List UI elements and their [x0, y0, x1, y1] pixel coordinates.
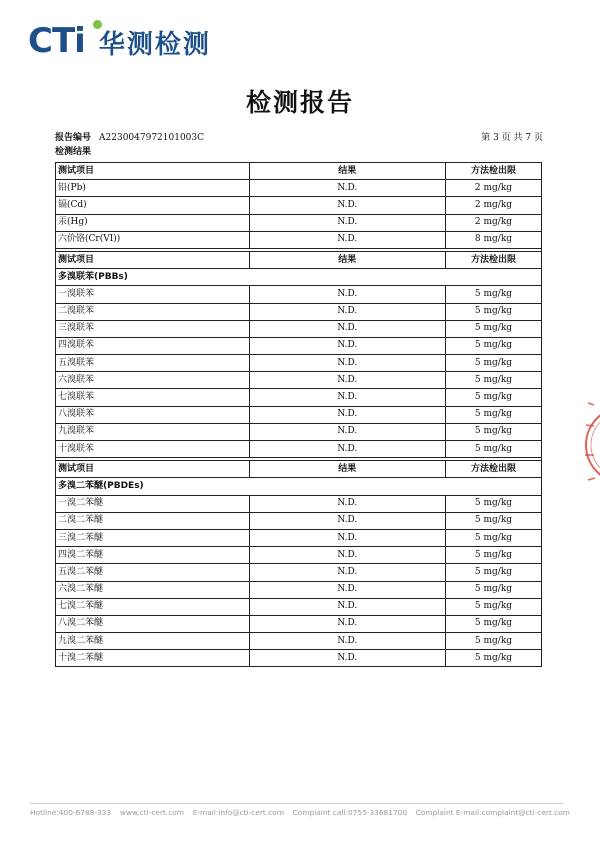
- test-item-cell: 十溴二苯醚: [56, 650, 250, 667]
- result-cell: N.D.: [249, 512, 445, 529]
- test-item-cell: 二溴联苯: [56, 303, 250, 320]
- result-cell: N.D.: [249, 633, 445, 650]
- detection-limit-cell: 5 mg/kg: [445, 423, 541, 440]
- result-cell: N.D.: [249, 231, 445, 248]
- test-item-cell: 六溴联苯: [56, 372, 250, 389]
- header-test-item: 测试项目: [56, 251, 250, 268]
- test-item-cell: 十溴联苯: [56, 441, 250, 458]
- footer-website: www.cti-cert.com: [119, 808, 185, 817]
- result-cell: N.D.: [249, 197, 445, 214]
- table-row: [56, 495, 542, 512]
- result-cell: N.D.: [249, 650, 445, 667]
- header-test-item: 测试项目: [56, 461, 250, 478]
- table-row: [56, 547, 542, 564]
- test-item-cell: 四溴联苯: [56, 337, 250, 354]
- test-item-cell: 六价铬(Cr(VI)): [56, 231, 250, 248]
- detection-limit-cell: 5 mg/kg: [445, 598, 541, 615]
- logo-brand: CTi: [28, 21, 85, 61]
- result-cell: N.D.: [249, 495, 445, 512]
- result-cell: N.D.: [249, 180, 445, 197]
- test-item-cell: 九溴联苯: [56, 423, 250, 440]
- report-number-label: 报告编号: [55, 132, 92, 143]
- detection-limit-cell: 5 mg/kg: [445, 581, 541, 598]
- header-detection-limit: 方法检出限: [445, 461, 541, 478]
- group-label: 多溴二苯醚(PBDEs): [56, 478, 542, 495]
- table-row: [56, 564, 542, 581]
- logo-chinese-name: 华测检测: [98, 30, 211, 60]
- table-row: [56, 286, 542, 303]
- section-title: 检测结果: [55, 146, 92, 157]
- group-label: 多溴联苯(PBBs): [56, 269, 542, 286]
- test-item-cell: 五溴二苯醚: [56, 564, 250, 581]
- test-item-cell: 一溴二苯醚: [56, 495, 250, 512]
- detection-limit-cell: 5 mg/kg: [445, 495, 541, 512]
- detection-limit-cell: 5 mg/kg: [445, 337, 541, 354]
- test-item-cell: 铅(Pb): [56, 180, 250, 197]
- result-cell: N.D.: [249, 441, 445, 458]
- result-cell: N.D.: [249, 372, 445, 389]
- group-row: [56, 478, 542, 495]
- test-item-cell: 七溴联苯: [56, 389, 250, 406]
- detection-limit-cell: 2 mg/kg: [445, 197, 541, 214]
- footer-complaint-email: Complaint E-mail:complaint@cti-cert.com: [415, 808, 570, 817]
- result-cell: N.D.: [249, 598, 445, 615]
- detection-limit-cell: 2 mg/kg: [445, 214, 541, 231]
- report-number-value: A2230047972101003C: [99, 132, 205, 143]
- detection-limit-cell: 5 mg/kg: [445, 529, 541, 546]
- test-item-cell: 四溴二苯醚: [56, 547, 250, 564]
- result-cell: N.D.: [249, 337, 445, 354]
- test-item-cell: 六溴二苯醚: [56, 581, 250, 598]
- test-item-cell: 八溴联苯: [56, 406, 250, 423]
- result-cell: N.D.: [249, 355, 445, 372]
- result-cell: N.D.: [249, 303, 445, 320]
- company-logo: [28, 21, 211, 61]
- test-item-cell: 八溴二苯醚: [56, 615, 250, 632]
- table-header-row: [56, 461, 542, 478]
- table-row: [56, 423, 542, 440]
- result-cell: N.D.: [249, 389, 445, 406]
- footer-email: E-mail:info@cti-cert.com: [192, 808, 284, 817]
- result-cell: N.D.: [249, 581, 445, 598]
- result-cell: N.D.: [249, 214, 445, 231]
- report-meta: [55, 129, 543, 157]
- table-row: [56, 650, 542, 667]
- detection-limit-cell: 5 mg/kg: [445, 512, 541, 529]
- result-cell: N.D.: [249, 423, 445, 440]
- detection-limit-cell: 5 mg/kg: [445, 615, 541, 632]
- detection-limit-cell: 5 mg/kg: [445, 303, 541, 320]
- table-row: [56, 231, 542, 248]
- table-row: [56, 197, 542, 214]
- detection-limit-cell: 5 mg/kg: [445, 406, 541, 423]
- table-row: [56, 633, 542, 650]
- test-item-cell: 汞(Hg): [56, 214, 250, 231]
- table-row: [56, 529, 542, 546]
- detection-limit-cell: 8 mg/kg: [445, 231, 541, 248]
- footer: [30, 808, 570, 817]
- detection-limit-cell: 5 mg/kg: [445, 286, 541, 303]
- detection-limit-cell: 5 mg/kg: [445, 633, 541, 650]
- table-row: [56, 598, 542, 615]
- detection-limit-cell: 5 mg/kg: [445, 355, 541, 372]
- page-indicator: 第 3 页 共 7 页: [481, 132, 543, 143]
- detection-limit-cell: 5 mg/kg: [445, 389, 541, 406]
- table-header-row: [56, 251, 542, 268]
- results-table: [55, 162, 542, 667]
- detection-limit-cell: 2 mg/kg: [445, 180, 541, 197]
- company-seal-stamp: [582, 385, 600, 505]
- result-cell: N.D.: [249, 529, 445, 546]
- table-header-row: [56, 163, 542, 180]
- table-row: [56, 180, 542, 197]
- table-row: [56, 303, 542, 320]
- logo-dot-icon: [93, 20, 102, 29]
- table-row: [56, 372, 542, 389]
- test-item-cell: 五溴联苯: [56, 355, 250, 372]
- footer-divider: [30, 803, 563, 804]
- header-detection-limit: 方法检出限: [445, 163, 541, 180]
- detection-limit-cell: 5 mg/kg: [445, 650, 541, 667]
- header-test-item: 测试项目: [56, 163, 250, 180]
- header-result: 结果: [249, 461, 445, 478]
- detection-limit-cell: 5 mg/kg: [445, 547, 541, 564]
- test-item-cell: 三溴二苯醚: [56, 529, 250, 546]
- result-cell: N.D.: [249, 615, 445, 632]
- footer-hotline: Hotline:400-6788-333: [30, 808, 112, 817]
- result-cell: N.D.: [249, 286, 445, 303]
- detection-limit-cell: 5 mg/kg: [445, 441, 541, 458]
- table-row: [56, 320, 542, 337]
- table-row: [56, 581, 542, 598]
- result-cell: N.D.: [249, 320, 445, 337]
- header-detection-limit: 方法检出限: [445, 251, 541, 268]
- page-title: 检测报告: [245, 88, 354, 117]
- detection-limit-cell: 5 mg/kg: [445, 320, 541, 337]
- table-row: [56, 214, 542, 231]
- table-row: [56, 355, 542, 372]
- result-cell: N.D.: [249, 406, 445, 423]
- report-number: [55, 130, 204, 143]
- detection-limit-cell: 5 mg/kg: [445, 372, 541, 389]
- test-item-cell: 三溴联苯: [56, 320, 250, 337]
- result-cell: N.D.: [249, 564, 445, 581]
- test-item-cell: 九溴二苯醚: [56, 633, 250, 650]
- table-row: [56, 512, 542, 529]
- table-row: [56, 406, 542, 423]
- footer-complaint-call: Complaint call:0755-33681700: [292, 808, 408, 817]
- header-result: 结果: [249, 251, 445, 268]
- group-row: [56, 269, 542, 286]
- table-row: [56, 337, 542, 354]
- table-row: [56, 615, 542, 632]
- table-row: [56, 389, 542, 406]
- test-item-cell: 镉(Cd): [56, 197, 250, 214]
- detection-limit-cell: 5 mg/kg: [445, 564, 541, 581]
- table-row: [56, 441, 542, 458]
- test-item-cell: 一溴联苯: [56, 286, 250, 303]
- test-item-cell: 二溴二苯醚: [56, 512, 250, 529]
- result-cell: N.D.: [249, 547, 445, 564]
- test-item-cell: 七溴二苯醚: [56, 598, 250, 615]
- header-result: 结果: [249, 163, 445, 180]
